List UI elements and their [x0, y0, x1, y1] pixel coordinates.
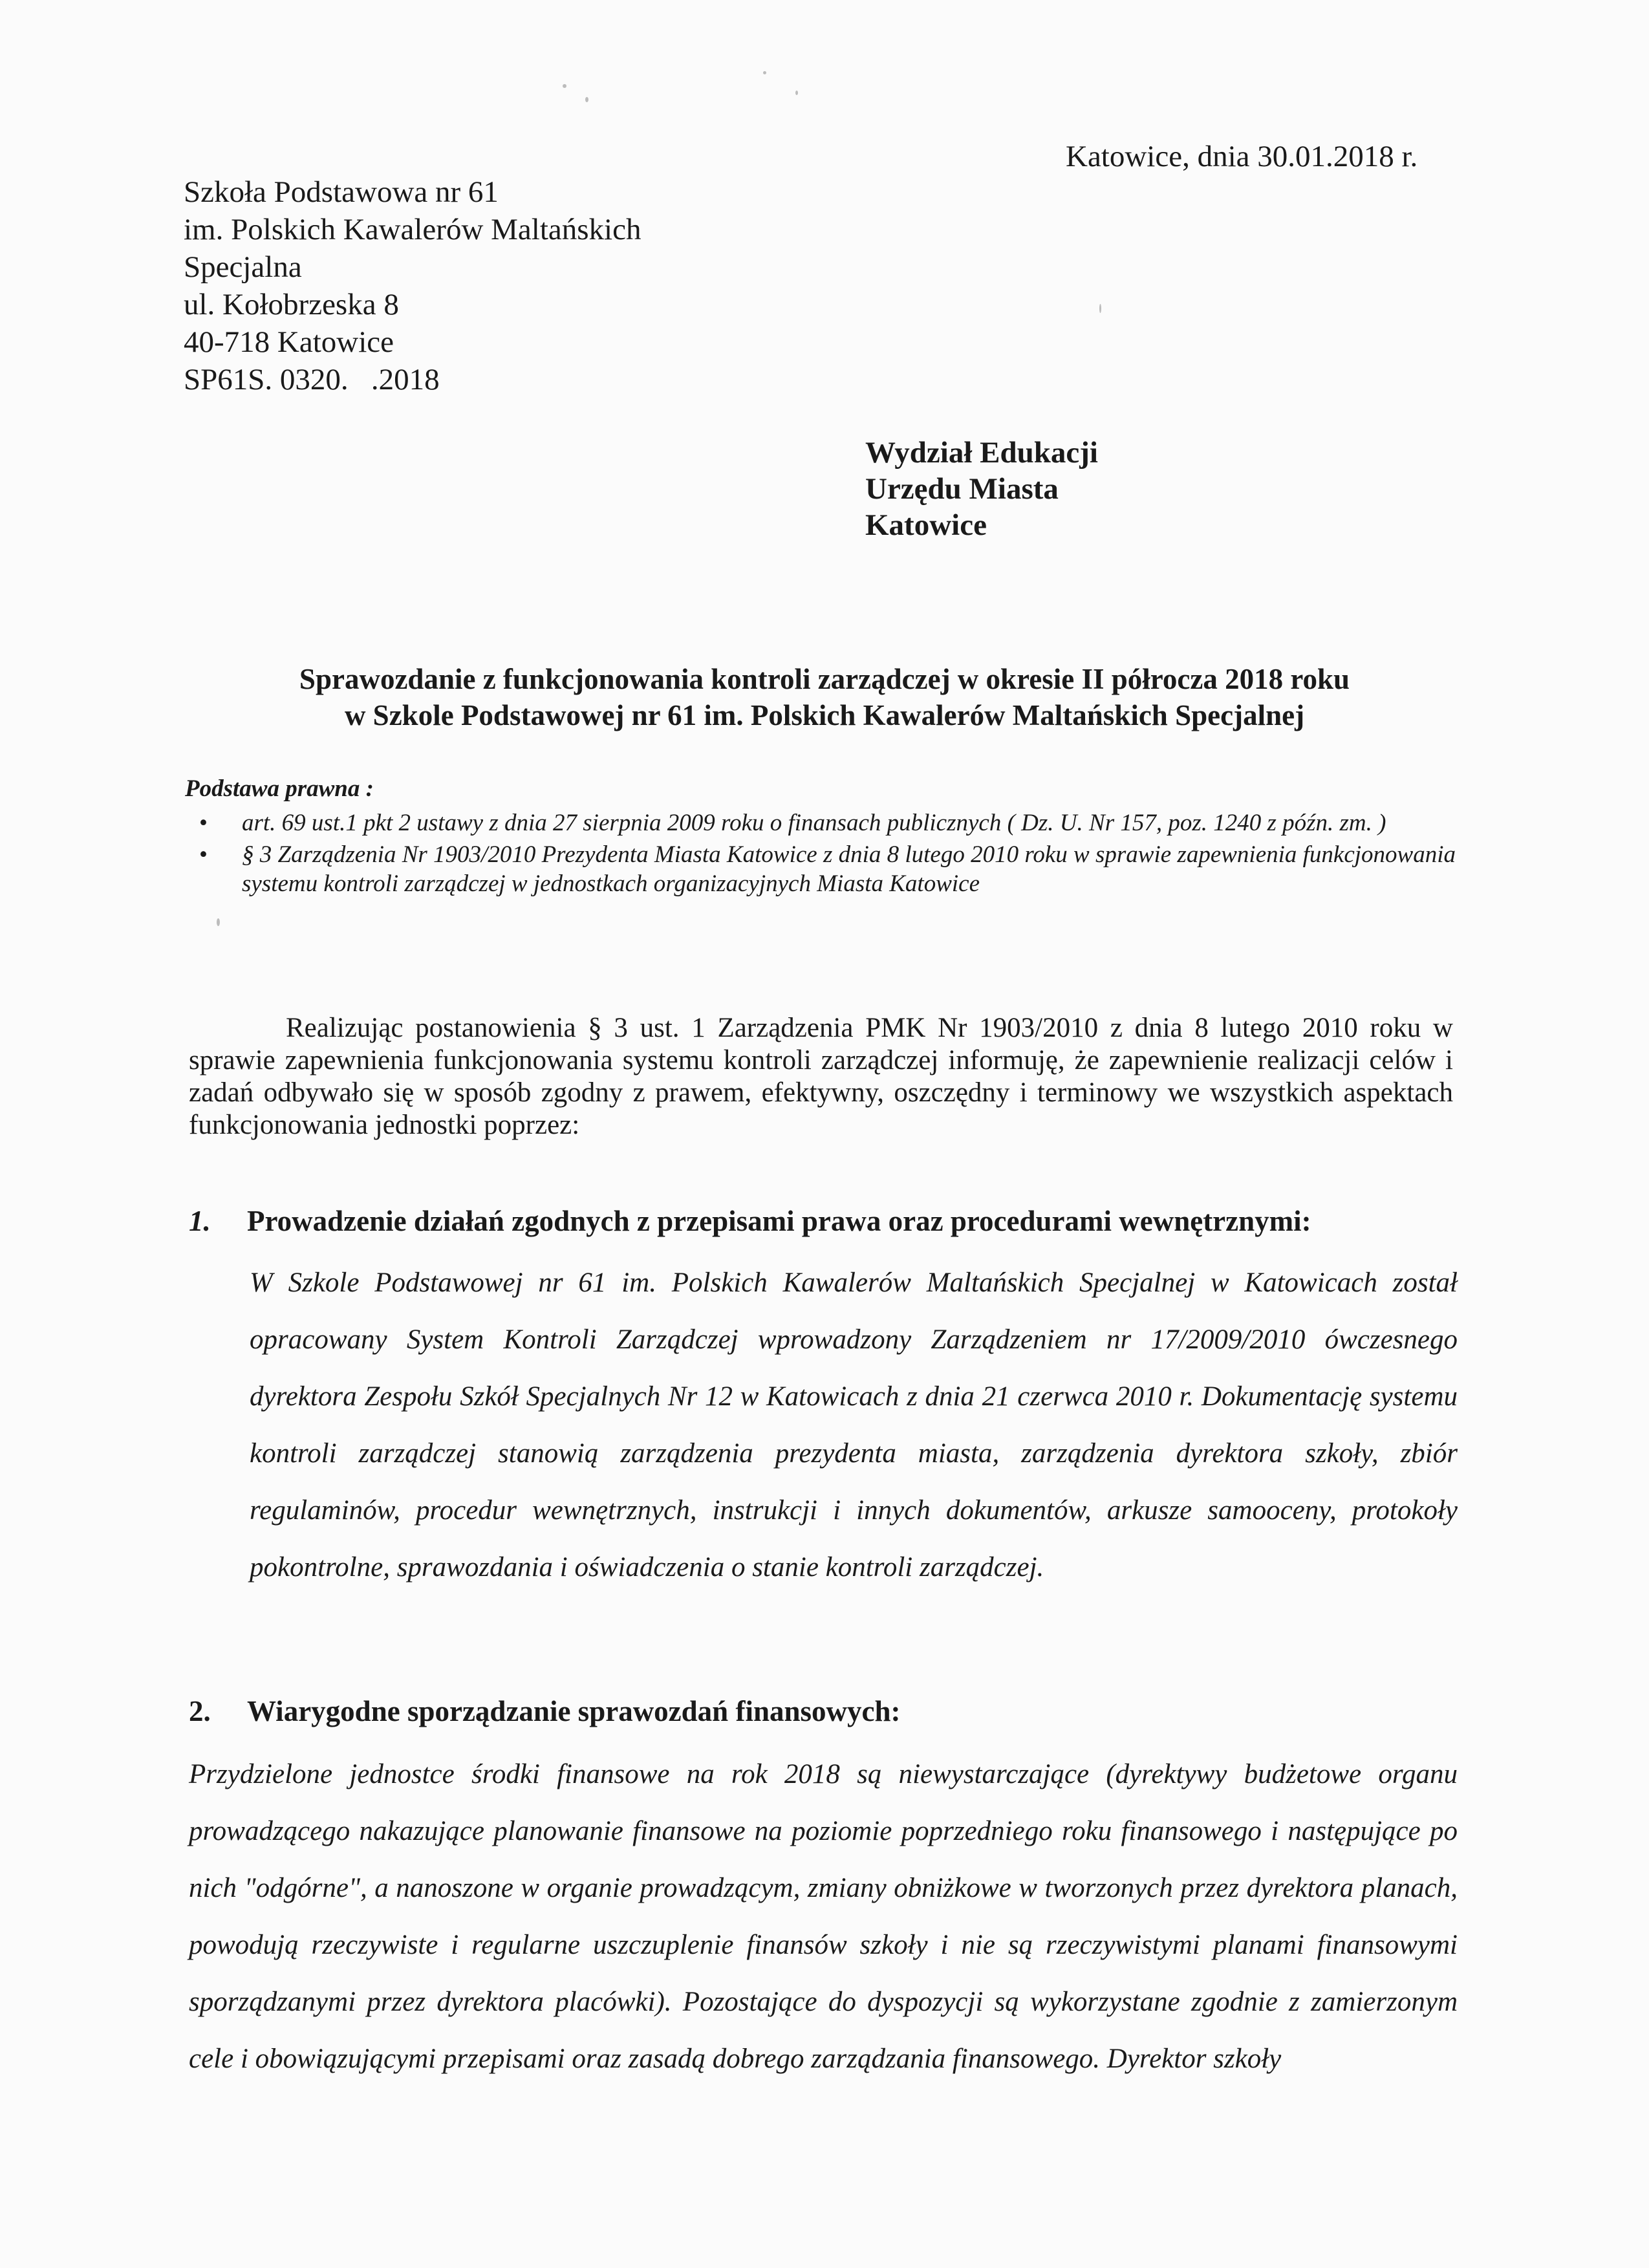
legal-basis-heading: Podstawa prawna : — [185, 775, 374, 802]
section-number: 1. — [189, 1205, 211, 1237]
section-heading-text: Prowadzenie działań zgodnych z przepisami prawa oraz procedurami wewnętrznymi: — [247, 1205, 1311, 1237]
section-2-heading — [189, 1694, 901, 1728]
bullet-icon: • — [199, 841, 208, 868]
letter-date: Katowice, dnia 30.01.2018 r. — [1066, 140, 1418, 173]
sender-postal-city: 40-718 Katowice — [184, 325, 394, 359]
scan-speck — [763, 71, 766, 74]
sender-street: ul. Kołobrzeska 8 — [184, 288, 399, 321]
recipient-line: Katowice — [865, 508, 987, 542]
legal-basis-list — [185, 808, 1465, 901]
document-title — [181, 661, 1468, 733]
recipient-line: Wydział Edukacji — [865, 436, 1098, 470]
legal-basis-text: art. 69 ust.1 pkt 2 ustawy z dnia 27 sierpnia 2009 roku o finansach publicznych ( Dz. U. Nr 157, poz. 1240 z późn. zm. ) — [242, 810, 1386, 836]
scan-speck — [1099, 304, 1101, 313]
section-heading-text: Wiarygodne sporządzanie sprawozdań finansowych: — [247, 1695, 901, 1727]
document-title-line: w Szkole Podstawowej nr 61 im. Polskich Kawalerów Maltańskich Specjalnej — [344, 699, 1305, 731]
scan-speck — [585, 97, 588, 102]
document-title-line: Sprawozdanie z funkcjonowania kontroli zarządczej w okresie II półrocza 2018 roku — [299, 663, 1350, 695]
section-number: 2. — [189, 1695, 211, 1727]
section-2-body: Przydzielone jednostce środki finansowe na rok 2018 są niewystarczające (dyrektywy budżetowe organu prowadzącego nakazujące planowanie finansowe na poziomie poprzedniego roku finansowego i następujące po nich "odgórne", a nanoszone w organie prowadzącym, zmiany obniżkowe w tworzonych przez dyrektora planach, powodują rzeczywiste i regularne uszczuplenie finansów szkoły i nie są rzeczywistymi planami finansowymi sporządzanymi przez dyrektora placówki). Pozostające do dyspozycji są wykorzystane zgodnie z zamierzonym cele i obowiązującymi przepisami oraz zasadą dobrego zarządzania finansowego. Dyrektor szkoły — [189, 1759, 1458, 2074]
sender-reference-number: SP61S. 0320. .2018 — [184, 363, 440, 396]
intro-paragraph — [189, 1012, 1453, 1141]
intro-paragraph-text: Realizując postanowienia § 3 ust. 1 Zarządzenia PMK Nr 1903/2010 z dnia 8 lutego 2010 roku w sprawie zapewnienia funkcjonowania systemu kontroli zarządczej informuję, że zapewnienie realizacji celów i zadań odbywało się w sposób zgodny z prawem, efektywny, oszczędny i terminowy we wszystkich aspektach funkcjonowania jednostki poprzez: — [189, 1013, 1453, 1140]
scan-speck — [563, 84, 566, 88]
sender-school-type: Specjalna — [184, 250, 302, 284]
scan-speck — [217, 918, 220, 926]
recipient-address-block — [865, 435, 1098, 543]
sender-school-name: Szkoła Podstawowa nr 61 — [184, 175, 499, 209]
bullet-icon: • — [199, 810, 208, 836]
section-1-heading — [189, 1204, 1311, 1238]
scan-speck — [795, 91, 798, 95]
sender-school-patron: im. Polskich Kawalerów Maltańskich — [184, 213, 641, 246]
legal-basis-item — [185, 808, 1465, 837]
sender-address-block — [184, 173, 641, 398]
legal-basis-text: § 3 Zarządzenia Nr 1903/2010 Prezydenta Miasta Katowice z dnia 8 lutego 2010 roku w sprawie zapewnienia funkcjonowania systemu kontroli zarządczej w jednostkach organizacyjnych Miasta Katowice — [242, 841, 1456, 897]
legal-basis-item — [185, 840, 1465, 898]
recipient-line: Urzędu Miasta — [865, 472, 1059, 506]
section-1-body: W Szkole Podstawowej nr 61 im. Polskich Kawalerów Maltańskich Specjalnej w Katowicach został opracowany System Kontroli Zarządczej wprowadzony Zarządzeniem nr 17/2009/2010 ówczesnego dyrektora Zespołu Szkół Specjalnych Nr 12 w Katowicach z dnia 21 czerwca 2010 r. Dokumentację systemu kontroli zarządczej stanowią zarządzenia prezydenta miasta, zarządzenia dyrektora szkoły, zbiór regulaminów, procedur wewnętrznych, instrukcji i innych dokumentów, arkusze samooceny, protokoły pokontrolne, sprawozdania i oświadczenia o stanie kontroli zarządczej. — [250, 1268, 1458, 1582]
